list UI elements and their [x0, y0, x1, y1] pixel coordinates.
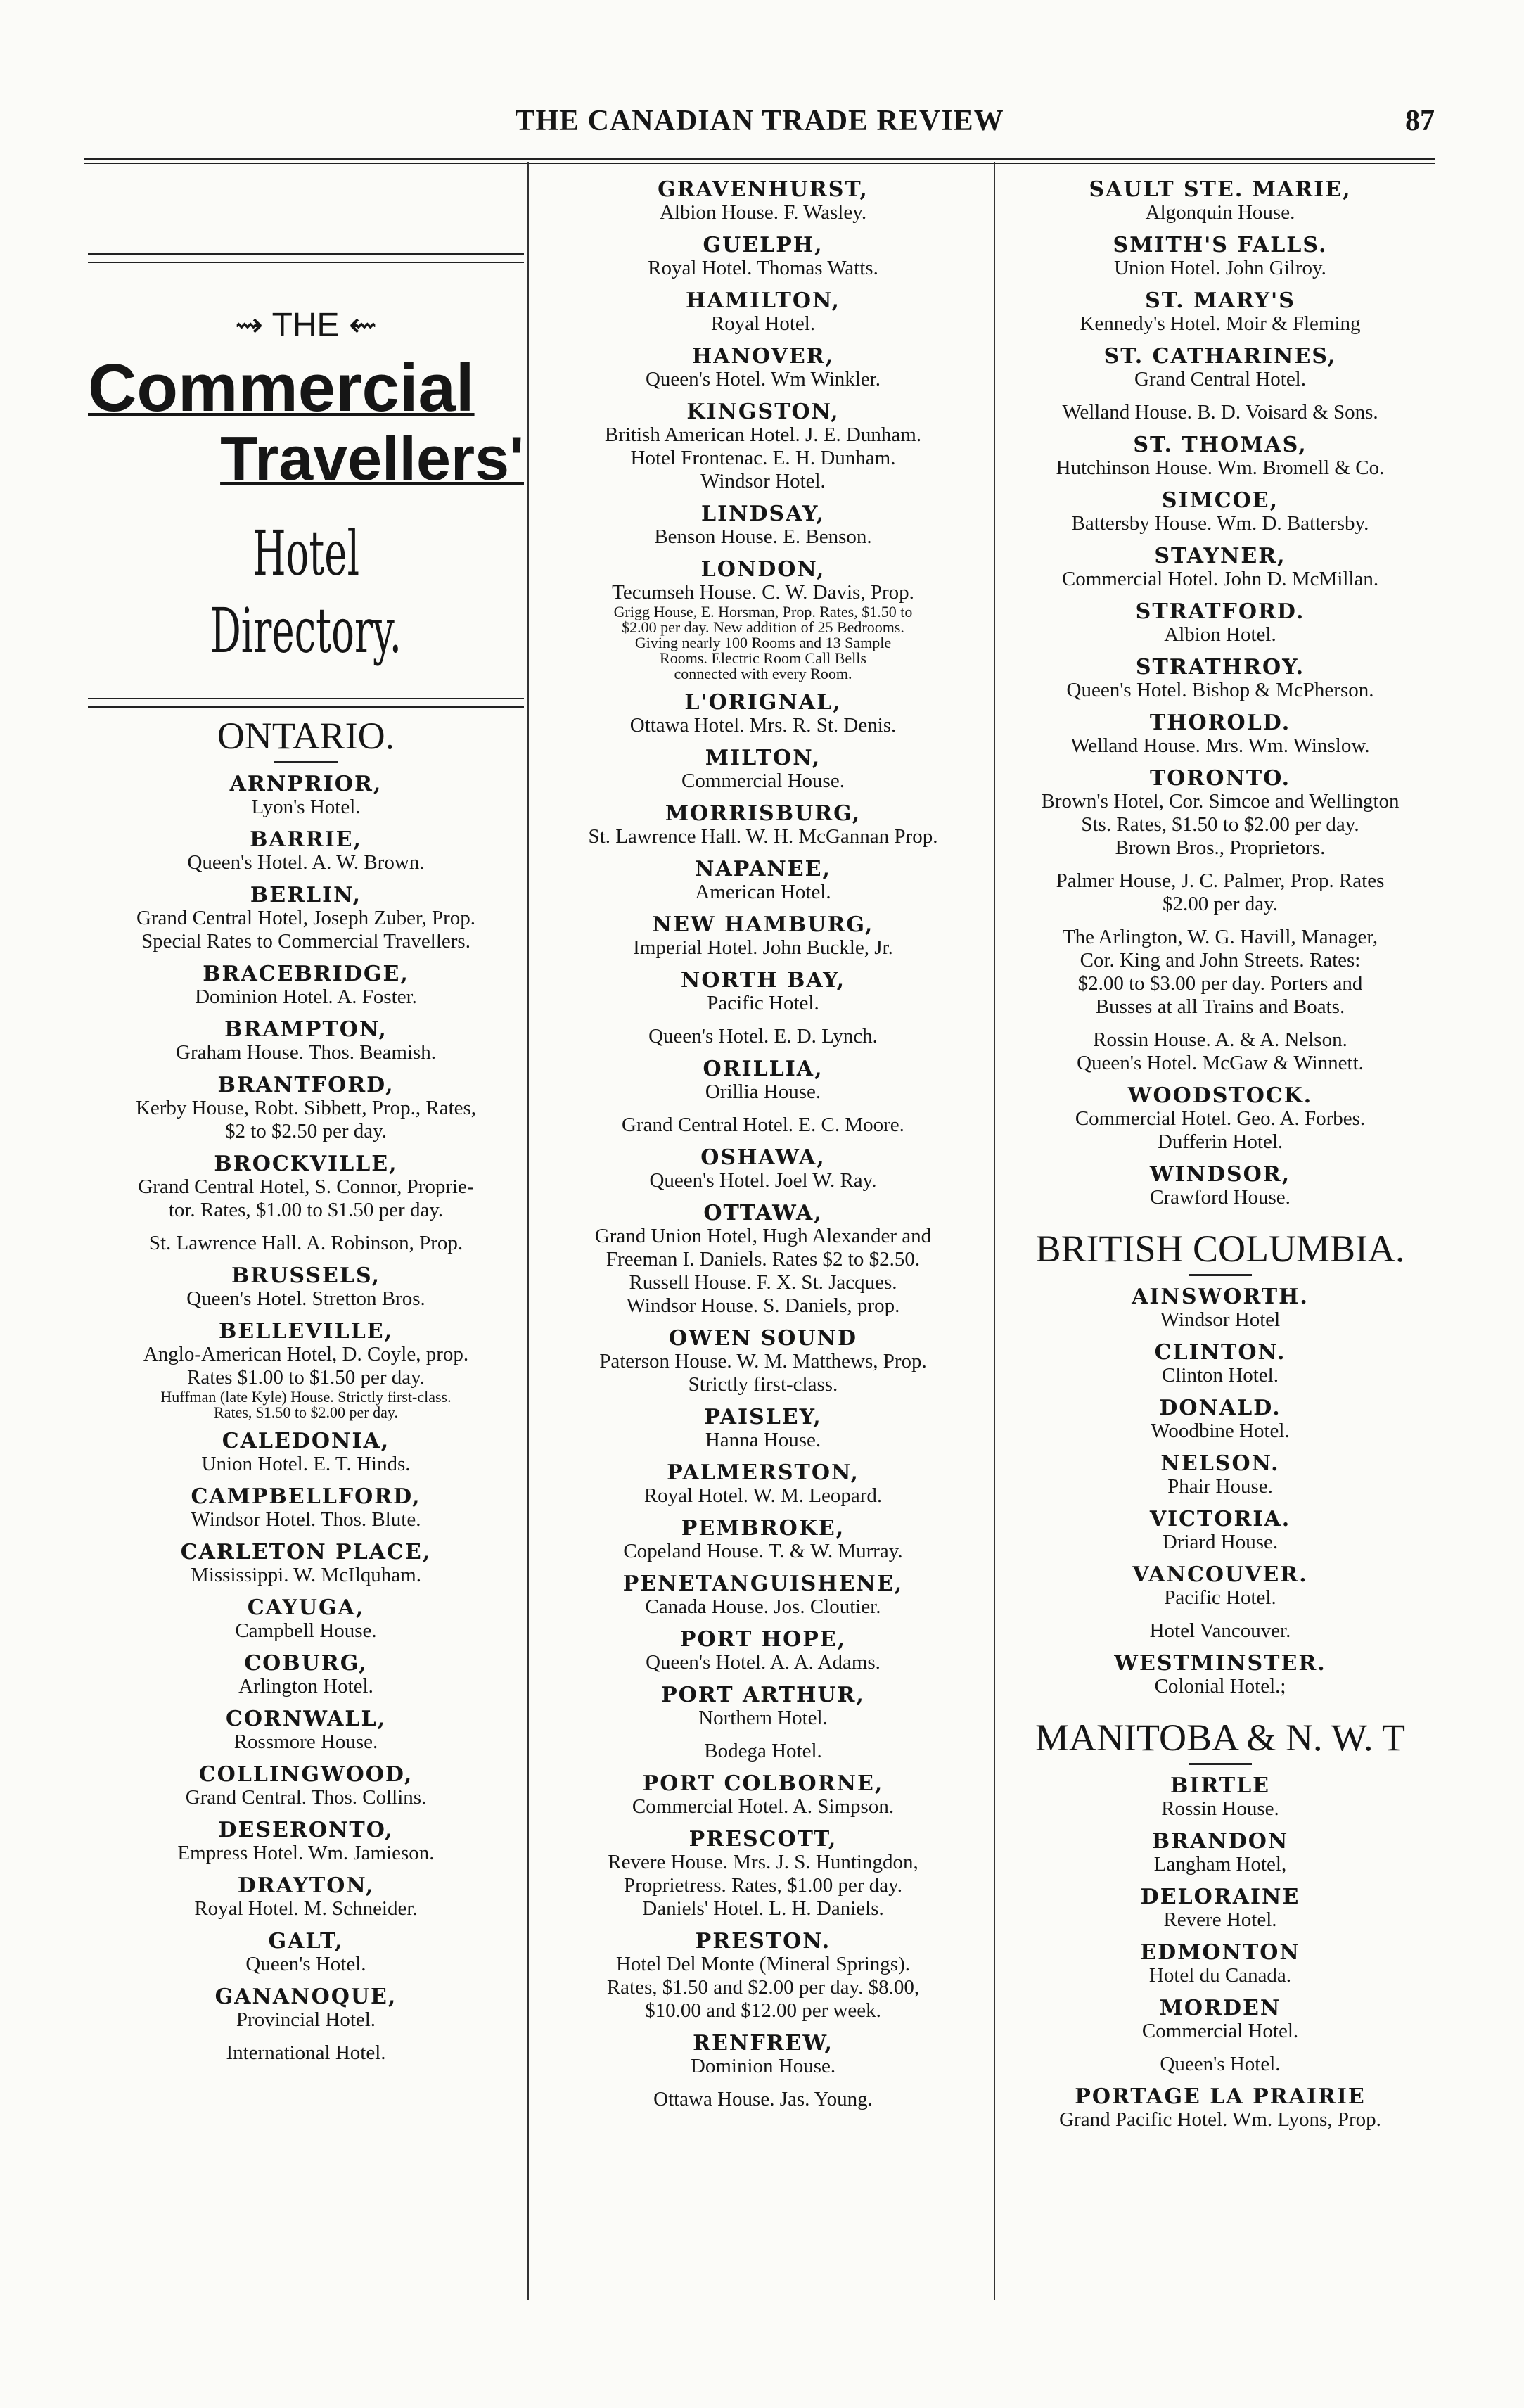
hotel-listing-line: Grand Central. Thos. Collins.	[185, 1786, 427, 1809]
town-name: OTTAWA,	[703, 1201, 823, 1225]
hotel-listing-line: Cor. King and John Streets. Rates:	[1080, 949, 1361, 972]
hotel-listing-line: Graham House. Thos. Beamish.	[176, 1041, 436, 1064]
hotel-listing-line: Queen's Hotel.	[245, 1953, 366, 1975]
town-name: DELORAINE	[1140, 1885, 1300, 1909]
town-name: WESTMINSTER.	[1114, 1651, 1326, 1676]
hotel-listing-line: Anglo-American Hotel, D. Coyle, prop.	[143, 1343, 469, 1365]
hotel-listing-line: Provincial Hotel.	[236, 2008, 376, 2031]
hotel-listing-line	[534, 1730, 992, 1740]
hotel-listing-line: Orillia House.	[705, 1081, 821, 1103]
town-name: GALT,	[268, 1929, 344, 1954]
hotel-listing-line: Benson House. E. Benson.	[654, 525, 872, 548]
hotel-listing-line	[88, 1222, 524, 1232]
town-name: HAMILTON,	[686, 288, 840, 313]
town-name: PORT HOPE,	[679, 1627, 847, 1652]
town-name: PORT COLBORNE,	[642, 1771, 884, 1796]
hotel-listing-line: Queen's Hotel.	[1160, 2053, 1281, 2075]
hotel-listing-small-print: Rooms. Electric Room Call Bells	[660, 649, 866, 667]
town-name: PALMERSTON,	[667, 1460, 859, 1485]
province-heading: BRITISH COLUMBIA.	[1035, 1228, 1405, 1270]
hotel-listing-small-print: Giving nearly 100 Rooms and 13 Sample	[634, 634, 892, 651]
hotel-listing-line: Grand Central Hotel, S. Connor, Proprie-	[138, 1176, 474, 1198]
hotel-listing-line: American Hotel.	[695, 881, 831, 903]
masthead-hotel-directory: Hotel Directory.	[210, 517, 402, 667]
masthead	[88, 169, 524, 703]
hotel-listing-line: Hotel Vancouver.	[1149, 1619, 1291, 1642]
town-name: STRATFORD.	[1135, 599, 1305, 624]
hotel-listing-line: Grand Central Hotel. E. C. Moore.	[622, 1114, 904, 1136]
town-name: OSHAWA,	[700, 1145, 826, 1170]
hotel-listing-line: Freeman I. Daniels. Rates $2 to $2.50.	[606, 1248, 921, 1270]
column-2	[534, 169, 992, 2111]
province-dash	[1189, 1274, 1252, 1276]
hotel-listing-line: Ottawa House. Jas. Young.	[653, 2088, 873, 2110]
hotel-listing-line	[999, 2043, 1442, 2053]
town-name: DONALD.	[1159, 1396, 1281, 1420]
hotel-listing-line: Lyon's Hotel.	[251, 796, 361, 818]
hotel-listing-line: Sts. Rates, $1.50 to $2.00 per day.	[1081, 813, 1359, 836]
town-name: NELSON.	[1160, 1451, 1280, 1476]
hotel-listing-line: Hutchinson House. Wm. Bromell & Co.	[1056, 457, 1385, 479]
hotel-listing-line	[88, 2032, 524, 2041]
hotel-listing-line	[534, 1015, 992, 1025]
town-name: PORT ARTHUR,	[661, 1683, 865, 1707]
town-name: RENFREW,	[693, 2031, 833, 2056]
province-dash	[274, 761, 338, 763]
town-name: CALEDONIA,	[222, 1429, 390, 1453]
header-rule	[84, 158, 1435, 160]
town-name: NORTH BAY,	[680, 968, 846, 993]
hotel-listing-line: Palmer House, J. C. Palmer, Prop. Rates	[1056, 869, 1385, 892]
hotel-listing-line: Queen's Hotel. A. W. Brown.	[187, 851, 425, 874]
masthead-the: ⇝ THE ⇜	[234, 307, 378, 344]
town-name: EDMONTON	[1140, 1940, 1300, 1965]
town-name: OWEN SOUND	[669, 1326, 857, 1351]
town-name: BIRTLE	[1170, 1773, 1271, 1798]
hotel-listing-line: Hotel Del Monte (Mineral Springs).	[615, 1953, 910, 1975]
town-name: VANCOUVER.	[1132, 1562, 1308, 1587]
hotel-listing-line: Arlington Hotel.	[238, 1675, 373, 1697]
hotel-listing-line: Brown Bros., Proprietors.	[1115, 836, 1326, 859]
hotel-listing-line: Grand Pacific Hotel. Wm. Lyons, Prop.	[1059, 2108, 1381, 2131]
hotel-listing-line: Hotel du Canada.	[1148, 1964, 1292, 1987]
town-name: DESERONTO,	[218, 1818, 394, 1842]
hotel-listing-line: Northern Hotel.	[698, 1707, 828, 1729]
town-name: CARLETON PLACE,	[180, 1540, 432, 1565]
hotel-listing-line: Grand Union Hotel, Hugh Alexander and	[594, 1225, 932, 1247]
town-name: ST. THOMAS,	[1133, 433, 1307, 457]
town-name: PAISLEY,	[704, 1405, 822, 1429]
hotel-listing-line: Commercial House.	[681, 770, 845, 792]
town-name: THOROLD.	[1149, 711, 1291, 735]
hotel-listing-line: Empress Hotel. Wm. Jamieson.	[177, 1842, 435, 1864]
town-name: BARRIE,	[250, 827, 362, 852]
town-name: PORTAGE LA PRAIRIE	[1075, 2084, 1366, 2109]
hotel-listing-small-print: connected with every Room.	[674, 665, 852, 682]
hotel-listing-line: Clinton Hotel.	[1162, 1364, 1279, 1387]
town-name: ST. CATHARINES,	[1103, 344, 1337, 369]
hotel-listing-line: Ottawa Hotel. Mrs. R. St. Denis.	[629, 714, 897, 737]
province-dash	[1189, 1763, 1252, 1765]
town-name: BELLEVILLE,	[218, 1319, 394, 1344]
town-name: AINSWORTH.	[1132, 1285, 1309, 1309]
hotel-listing-line: Commercial Hotel. A. Simpson.	[632, 1795, 895, 1818]
column-3-entries	[999, 179, 1442, 2132]
hotel-listing-small-print: $2.00 per day. New addition of 25 Bedrooms.	[622, 618, 904, 636]
hotel-listing-line: Queen's Hotel. Bishop & McPherson.	[1066, 679, 1374, 701]
hotel-listing-line: Russell House. F. X. St. Jacques.	[629, 1271, 897, 1294]
hotel-listing-line: Queen's Hotel. Joel W. Ray.	[649, 1169, 877, 1192]
hotel-listing-line: Welland House. B. D. Voisard & Sons.	[1062, 401, 1378, 423]
hotel-listing-line: Royal Hotel. W. M. Leopard.	[643, 1484, 883, 1507]
hotel-listing-line: St. Lawrence Hall. W. H. McGannan Prop.	[588, 825, 938, 848]
hotel-listing-line: Royal Hotel. M. Schneider.	[194, 1897, 418, 1920]
masthead-commercial: Commercial	[88, 350, 475, 426]
town-name: PENETANGUISHENE,	[622, 1572, 904, 1596]
hotel-listing-line: Pacific Hotel.	[707, 992, 819, 1014]
hotel-listing-line: Tecumseh House. C. W. Davis, Prop.	[612, 581, 914, 604]
town-name: BROCKVILLE,	[214, 1152, 398, 1176]
hotel-listing-line: Dominion House.	[690, 2055, 836, 2077]
hotel-listing-line: Langham Hotel,	[1153, 1853, 1287, 1875]
column-3	[999, 169, 1442, 2132]
town-name: CORNWALL,	[225, 1707, 387, 1731]
town-name: NAPANEE,	[695, 857, 831, 881]
masthead-travellers: Travellers'	[220, 423, 524, 493]
hotel-listing-line: Queen's Hotel. Stretton Bros.	[186, 1287, 425, 1310]
hotel-listing-line: International Hotel.	[226, 2041, 386, 2064]
town-name: CAMPBELLFORD,	[191, 1484, 421, 1509]
hotel-listing-line	[999, 916, 1442, 926]
town-name: STAYNER,	[1154, 544, 1286, 568]
column-1-entries	[88, 773, 524, 2065]
hotel-listing-line: Union Hotel. E. T. Hinds.	[201, 1453, 411, 1475]
hotel-listing-line	[999, 1610, 1442, 1619]
hotel-listing-line: Phair House.	[1167, 1475, 1273, 1498]
hotel-listing-line: Dominion Hotel. A. Foster.	[195, 986, 417, 1008]
town-name: MORDEN	[1159, 1996, 1281, 2020]
town-name: ST. MARY'S	[1145, 288, 1295, 313]
hotel-listing-line: Rossin House.	[1161, 1797, 1279, 1820]
hotel-listing-line: Dufferin Hotel.	[1157, 1130, 1283, 1153]
town-name: L'ORIGNAL,	[684, 690, 842, 715]
hotel-listing-line: Queen's Hotel. Wm Winkler.	[645, 368, 881, 390]
hotel-listing-line: Queen's Hotel. A. A. Adams.	[646, 1651, 881, 1674]
hotel-listing-line: Welland House. Mrs. Wm. Winslow.	[1070, 734, 1370, 757]
hotel-listing-line: Battersby House. Wm. D. Battersby.	[1071, 512, 1369, 535]
hotel-listing-small-print: Rates, $1.50 to $2.00 per day.	[214, 1403, 398, 1421]
town-name: CAYUGA,	[247, 1595, 365, 1620]
hotel-listing-line: Strictly first-class.	[688, 1373, 838, 1396]
hotel-listing-line: Proprietress. Rates, $1.00 per day.	[624, 1874, 902, 1897]
hotel-listing-line: Mississippi. W. McIlquham.	[191, 1564, 421, 1586]
hotel-listing-line: Queen's Hotel. McGaw & Winnett.	[1077, 1052, 1364, 1074]
town-name: GANANOQUE,	[214, 1985, 397, 2009]
hotel-listing-line: tor. Rates, $1.00 to $1.50 per day.	[168, 1199, 444, 1221]
hotel-listing-line: Paterson House. W. M. Matthews, Prop.	[599, 1350, 927, 1372]
hotel-listing-line: Rossmore House.	[233, 1731, 378, 1753]
hotel-listing-line: St. Lawrence Hall. A. Robinson, Prop.	[148, 1232, 463, 1254]
hotel-listing-line: Colonial Hotel.;	[1154, 1675, 1286, 1697]
town-name: PRESTON.	[695, 1929, 831, 1954]
hotel-listing-line: Daniels' Hotel. L. H. Daniels.	[642, 1897, 884, 1920]
masthead-rule-top	[88, 253, 524, 255]
hotel-listing-line: Rossin House. A. & A. Nelson.	[1093, 1028, 1347, 1051]
town-name: SMITH'S FALLS.	[1113, 233, 1328, 257]
town-name: BRACEBRIDGE,	[203, 962, 409, 986]
column-divider-1	[527, 162, 529, 2300]
hotel-listing-line: Windsor Hotel.	[700, 470, 826, 492]
hotel-listing-small-print: Huffman (late Kyle) House. Strictly first-class.	[160, 1388, 452, 1406]
running-header	[84, 104, 1435, 146]
hotel-listing-line: Commercial Hotel. Geo. A. Forbes.	[1075, 1107, 1366, 1130]
hotel-listing-line: Canada House. Jos. Cloutier.	[645, 1595, 881, 1618]
hotel-listing-line: Windsor House. S. Daniels, prop.	[626, 1294, 900, 1317]
hotel-listing-line: Bodega Hotel.	[704, 1740, 822, 1762]
town-name: HANOVER,	[691, 344, 835, 369]
masthead-the-text: THE	[271, 307, 340, 344]
town-name: LINDSAY,	[700, 502, 825, 526]
town-name: KINGSTON,	[686, 400, 840, 424]
hotel-listing-line: Queen's Hotel. E. D. Lynch.	[648, 1025, 878, 1047]
town-name: MORRISBURG,	[665, 801, 862, 826]
hotel-listing-line: Royal Hotel. Thomas Watts.	[648, 257, 878, 279]
hotel-listing-line: The Arlington, W. G. Havill, Manager,	[1062, 926, 1378, 948]
hotel-listing-line: Pacific Hotel.	[1164, 1586, 1276, 1609]
hotel-listing-line: $2.00 per day.	[1162, 893, 1279, 915]
hotel-listing-line: British American Hotel. J. E. Dunham.	[604, 423, 922, 446]
header-rule-thin	[84, 163, 1435, 164]
hotel-listing-line: Commercial Hotel.	[1141, 2020, 1299, 2042]
hotel-listing-line: $10.00 and $12.00 per week.	[645, 1999, 881, 2022]
province-heading: MANITOBA & N. W. T	[1035, 1716, 1406, 1759]
hotel-listing-line	[999, 860, 1442, 869]
masthead-rule-top-2	[88, 262, 524, 263]
hotel-listing-line	[534, 2078, 992, 2088]
province-heading: ONTARIO.	[217, 715, 395, 757]
hotel-listing-line	[999, 391, 1442, 401]
town-name: DRAYTON,	[237, 1873, 375, 1898]
hotel-listing-line: Kennedy's Hotel. Moir & Fleming	[1080, 312, 1361, 335]
town-name: BRANDON	[1151, 1829, 1289, 1854]
town-name: SIMCOE,	[1161, 488, 1279, 513]
town-name: COBURG,	[244, 1651, 368, 1676]
hotel-listing-line: Grand Central Hotel.	[1134, 368, 1306, 390]
town-name: BRANTFORD,	[217, 1073, 395, 1097]
hotel-listing-line: $2 to $2.50 per day.	[224, 1120, 388, 1142]
hotel-listing-line: Kerby House, Robt. Sibbett, Prop., Rates,	[135, 1097, 477, 1119]
hotel-listing-line: Windsor Hotel	[1160, 1308, 1281, 1331]
hotel-listing-line: Crawford House.	[1150, 1186, 1291, 1209]
town-name: COLLINGWOOD,	[198, 1762, 414, 1787]
hotel-listing-line: Copeland House. T. & W. Murray.	[623, 1540, 903, 1562]
town-name: PEMBROKE,	[681, 1516, 845, 1541]
hotel-listing-line: Albion Hotel.	[1164, 623, 1276, 646]
town-name: LONDON,	[700, 557, 826, 582]
town-name: BRUSSELS,	[231, 1263, 381, 1288]
town-name: ORILLIA,	[703, 1057, 824, 1081]
town-name: VICTORIA.	[1149, 1507, 1291, 1531]
town-name: STRATHROY.	[1135, 655, 1305, 680]
town-name: WOODSTOCK.	[1127, 1083, 1313, 1108]
column-divider-2	[994, 162, 995, 2300]
town-name: BRAMPTON,	[224, 1017, 388, 1042]
hotel-listing-line: Rates, $1.50 and $2.00 per day. $8.00,	[606, 1976, 920, 1999]
town-name: NEW HAMBURG,	[652, 912, 874, 937]
town-name: MILTON,	[705, 746, 821, 770]
running-head-title: THE CANADIAN TRADE REVIEW	[515, 105, 1004, 137]
hotel-listing-line: Grand Central Hotel, Joseph Zuber, Prop.	[136, 907, 476, 929]
hotel-listing-line: Campbell House.	[235, 1619, 377, 1642]
town-name: TORONTO.	[1149, 766, 1291, 791]
hotel-listing-line: Commercial Hotel. John D. McMillan.	[1061, 568, 1379, 590]
hotel-listing-line: Windsor Hotel. Thos. Blute.	[191, 1508, 421, 1531]
hotel-listing-line: Revere Hotel.	[1163, 1909, 1277, 1931]
hotel-listing-line: Albion House. F. Wasley.	[659, 201, 867, 224]
town-name: PRESCOTT,	[689, 1827, 838, 1852]
hotel-listing-line: Royal Hotel.	[710, 312, 816, 335]
hotel-listing-line: Hanna House.	[705, 1429, 821, 1451]
town-name: BERLIN,	[250, 883, 362, 907]
hotel-listing-line	[534, 1104, 992, 1114]
hotel-listing-line: Imperial Hotel. John Buckle, Jr.	[633, 936, 893, 959]
page-number: 87	[1405, 105, 1435, 137]
hotel-listing-line: Special Rates to Commercial Travellers.	[141, 930, 470, 953]
hotel-listing-line: Woodbine Hotel.	[1151, 1420, 1290, 1442]
column-1	[88, 696, 524, 2065]
hotel-listing-line: Union Hotel. John Gilroy.	[1114, 257, 1326, 279]
hotel-listing-line: Revere House. Mrs. J. S. Huntingdon,	[608, 1851, 918, 1873]
hotel-listing-line	[999, 1019, 1442, 1028]
hotel-listing-line: Algonquin House.	[1145, 201, 1295, 224]
town-name: GRAVENHURST,	[658, 177, 869, 202]
town-name: SAULT STE. MARIE,	[1089, 177, 1352, 202]
town-name: CLINTON.	[1154, 1340, 1286, 1365]
town-name: ARNPRIOR,	[229, 772, 383, 796]
hotel-listing-line: Busses at all Trains and Boats.	[1095, 995, 1345, 1018]
hotel-listing-line: Driard House.	[1162, 1531, 1279, 1553]
hotel-listing-line: Brown's Hotel, Cor. Simcoe and Wellington	[1041, 790, 1400, 813]
hotel-listing-line: Rates $1.00 to $1.50 per day.	[186, 1366, 425, 1389]
town-name: WINDSOR,	[1149, 1162, 1291, 1187]
hotel-listing-line: Hotel Frontenac. E. H. Dunham.	[630, 447, 896, 469]
hotel-listing-small-print: Grigg House, E. Horsman, Prop. Rates, $1.50 to	[613, 603, 913, 620]
town-name: GUELPH,	[703, 233, 824, 257]
hotel-listing-line: $2.00 to $3.00 per day. Porters and	[1077, 972, 1363, 995]
column-2-entries	[534, 179, 992, 2111]
